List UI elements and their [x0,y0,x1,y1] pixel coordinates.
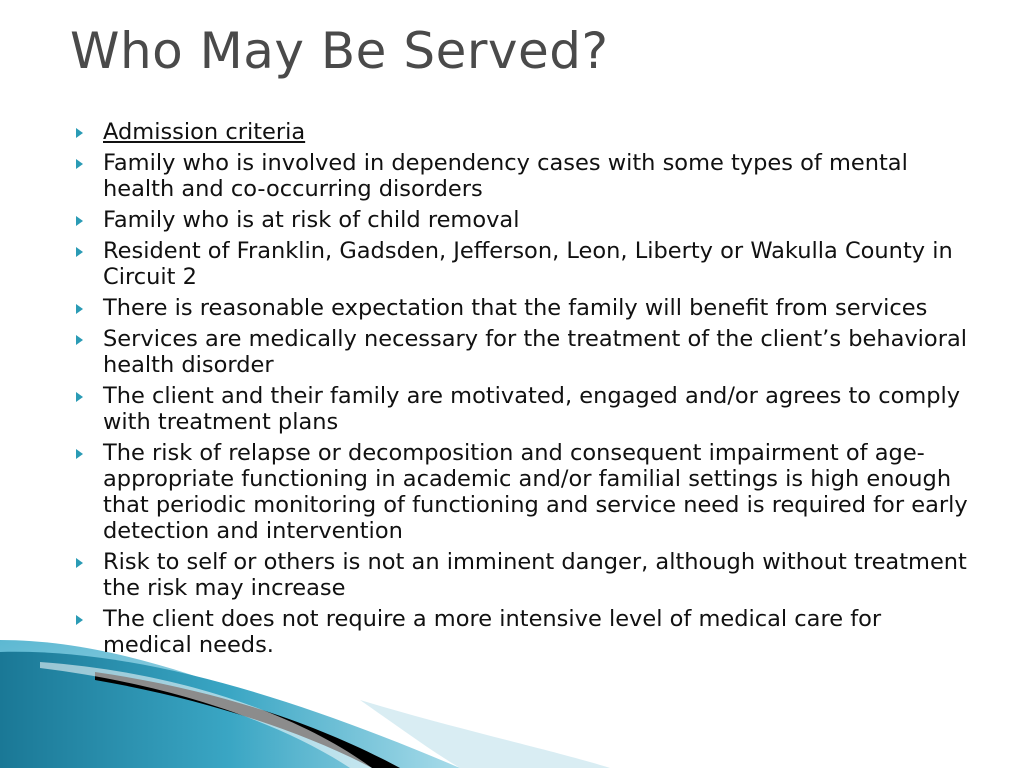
bullet-arrow-icon [76,128,83,138]
bullet-arrow-icon [76,159,83,169]
bullet-residency [72,238,972,290]
bullet-risk-of-removal [72,207,972,233]
bullet-text: Services are medically necessary for the treatment of the client’s behavioral health disorder [103,326,967,378]
bullet-arrow-icon [76,392,83,402]
bullet-reasonable-expectation [72,295,972,321]
bullet-admission-criteria [72,119,972,145]
bullet-intensive-care [72,606,972,658]
bullet-arrow-icon [76,615,83,625]
bullet-text: The client does not require a more intensive level of medical care for medical needs. [103,606,882,658]
bullet-arrow-icon [76,216,83,226]
bullet-risk-of-relapse [72,440,972,544]
slide-title: Who May Be Served? [70,22,609,80]
bullet-arrow-icon [76,449,83,459]
bullet-arrow-icon [76,304,83,314]
bullet-arrow-icon [76,558,83,568]
bullet-arrow-icon [76,335,83,345]
bullet-text: There is reasonable expectation that the family will benefit from services [103,295,928,321]
bullet-text: Risk to self or others is not an imminent danger, although without treatment the risk may increase [103,549,967,601]
bullet-text: Resident of Franklin, Gadsden, Jefferson, Leon, Liberty or Wakulla County in Circuit 2 [103,238,953,290]
bullet-text: The risk of relapse or decomposition and consequent impairment of age-appropriate functioning in academic and/or familial settings is high enough that periodic monitoring of functioning and service need is required for early detection and intervention [103,440,968,544]
bullet-text: Admission criteria [103,119,306,145]
bullet-dependency-cases [72,150,972,202]
bullet-risk-to-self [72,549,972,601]
bullet-list [72,119,972,663]
bullet-arrow-icon [76,247,83,257]
bullet-motivated-engaged [72,383,972,435]
bullet-medically-necessary [72,326,972,378]
bullet-text: Family who is at risk of child removal [103,207,520,233]
bullet-text: The client and their family are motivated, engaged and/or agrees to comply with treatment plans [103,383,961,435]
bullet-text: Family who is involved in dependency cases with some types of mental health and co-occurring disorders [103,150,908,202]
